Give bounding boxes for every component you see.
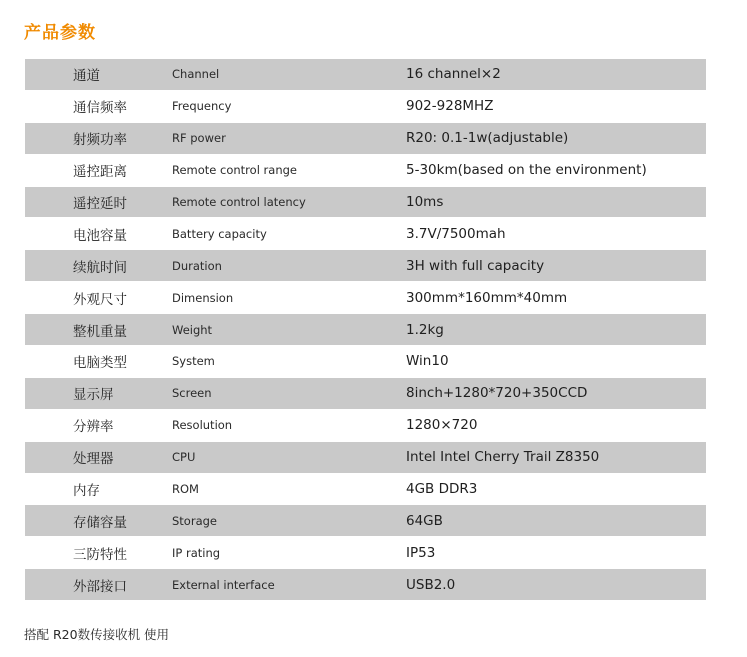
spec-label-en: Remote control latency (172, 195, 306, 209)
table-row (25, 314, 706, 346)
spec-value: 8inch+1280*720+350CCD (406, 385, 588, 402)
spec-value: 3H with full capacity (406, 257, 545, 274)
spec-table (25, 59, 706, 601)
spec-label-en: Remote control range (172, 163, 297, 178)
table-row (25, 410, 706, 442)
spec-label-cn: 通道 (73, 68, 100, 85)
table-row (25, 474, 706, 506)
spec-label-cn: 三防特性 (73, 546, 127, 563)
spec-label-en: Battery capacity (172, 226, 267, 241)
spec-label-cn: 分辨率 (73, 419, 114, 436)
footnote: 搭配 R20数传接收机 使用 (24, 627, 170, 642)
spec-label-cn: 处理器 (73, 451, 114, 468)
spec-label-en: ROM (172, 482, 199, 497)
spec-value: 5-30km(based on the environment) (406, 162, 647, 179)
spec-label-en: Resolution (172, 418, 233, 433)
table-row (25, 123, 706, 155)
table-row (25, 569, 706, 601)
spec-label-cn: 续航时间 (73, 259, 127, 276)
table-row (25, 442, 706, 474)
table-row (25, 91, 706, 123)
spec-label-en: External interface (172, 577, 275, 592)
table-row (25, 346, 706, 378)
spec-label-cn: 射频功率 (73, 132, 127, 149)
table-row (25, 59, 706, 91)
table-row (25, 378, 706, 410)
spec-value: USB2.0 (406, 576, 456, 593)
spec-label-cn: 电脑类型 (73, 355, 127, 372)
spec-label-cn: 外观尺寸 (73, 291, 127, 308)
table-row (25, 505, 706, 537)
spec-label-en: Frequency (172, 99, 232, 114)
spec-value: 902-928MHZ (406, 98, 494, 115)
spec-value: R20: 0.1-1w(adjustable) (406, 130, 569, 147)
table-row (25, 218, 706, 250)
spec-label-cn: 存储容量 (73, 514, 127, 531)
spec-label-cn: 通信频率 (73, 100, 127, 117)
table-row (25, 537, 706, 569)
spec-label-en: Dimension (172, 290, 234, 305)
spec-value: 10ms (406, 194, 444, 210)
page-title: 产品参数 (24, 23, 96, 43)
spec-label-cn: 整机重量 (73, 323, 127, 340)
spec-label-cn: 外部接口 (73, 578, 127, 595)
spec-value: 64GB (406, 512, 443, 529)
spec-label-cn: 内存 (73, 483, 100, 500)
table-row (25, 187, 706, 219)
spec-label-en: Screen (172, 386, 212, 401)
spec-label-en: CPU (172, 450, 196, 465)
spec-label-en: IP rating (172, 545, 221, 560)
spec-value: 1280×720 (406, 417, 478, 434)
spec-value: IP53 (406, 544, 436, 561)
spec-label-en: RF power (172, 131, 226, 146)
spec-label-cn: 遥控距离 (73, 164, 127, 181)
table-row (25, 155, 706, 187)
spec-value: 3.7V/7500mah (406, 225, 506, 242)
spec-label-en: Storage (172, 513, 217, 528)
spec-value: 16 channel×2 (406, 66, 501, 83)
table-row (25, 282, 706, 314)
spec-value: 1.2kg (406, 321, 444, 338)
spec-value: Win10 (406, 353, 449, 370)
spec-label-en: Channel (172, 67, 220, 82)
spec-label-en: Weight (172, 322, 213, 337)
spec-label-cn: 遥控延时 (73, 196, 127, 212)
spec-value: Intel Intel Cherry Trail Z8350 (406, 449, 600, 466)
spec-label-cn: 显示屏 (73, 387, 114, 404)
spec-value: 4GB DDR3 (406, 481, 478, 498)
spec-value: 300mm*160mm*40mm (406, 289, 568, 306)
table-row (25, 250, 706, 282)
spec-label-cn: 电池容量 (73, 227, 127, 244)
spec-label-en: Duration (172, 258, 222, 273)
spec-label-en: System (172, 354, 215, 369)
